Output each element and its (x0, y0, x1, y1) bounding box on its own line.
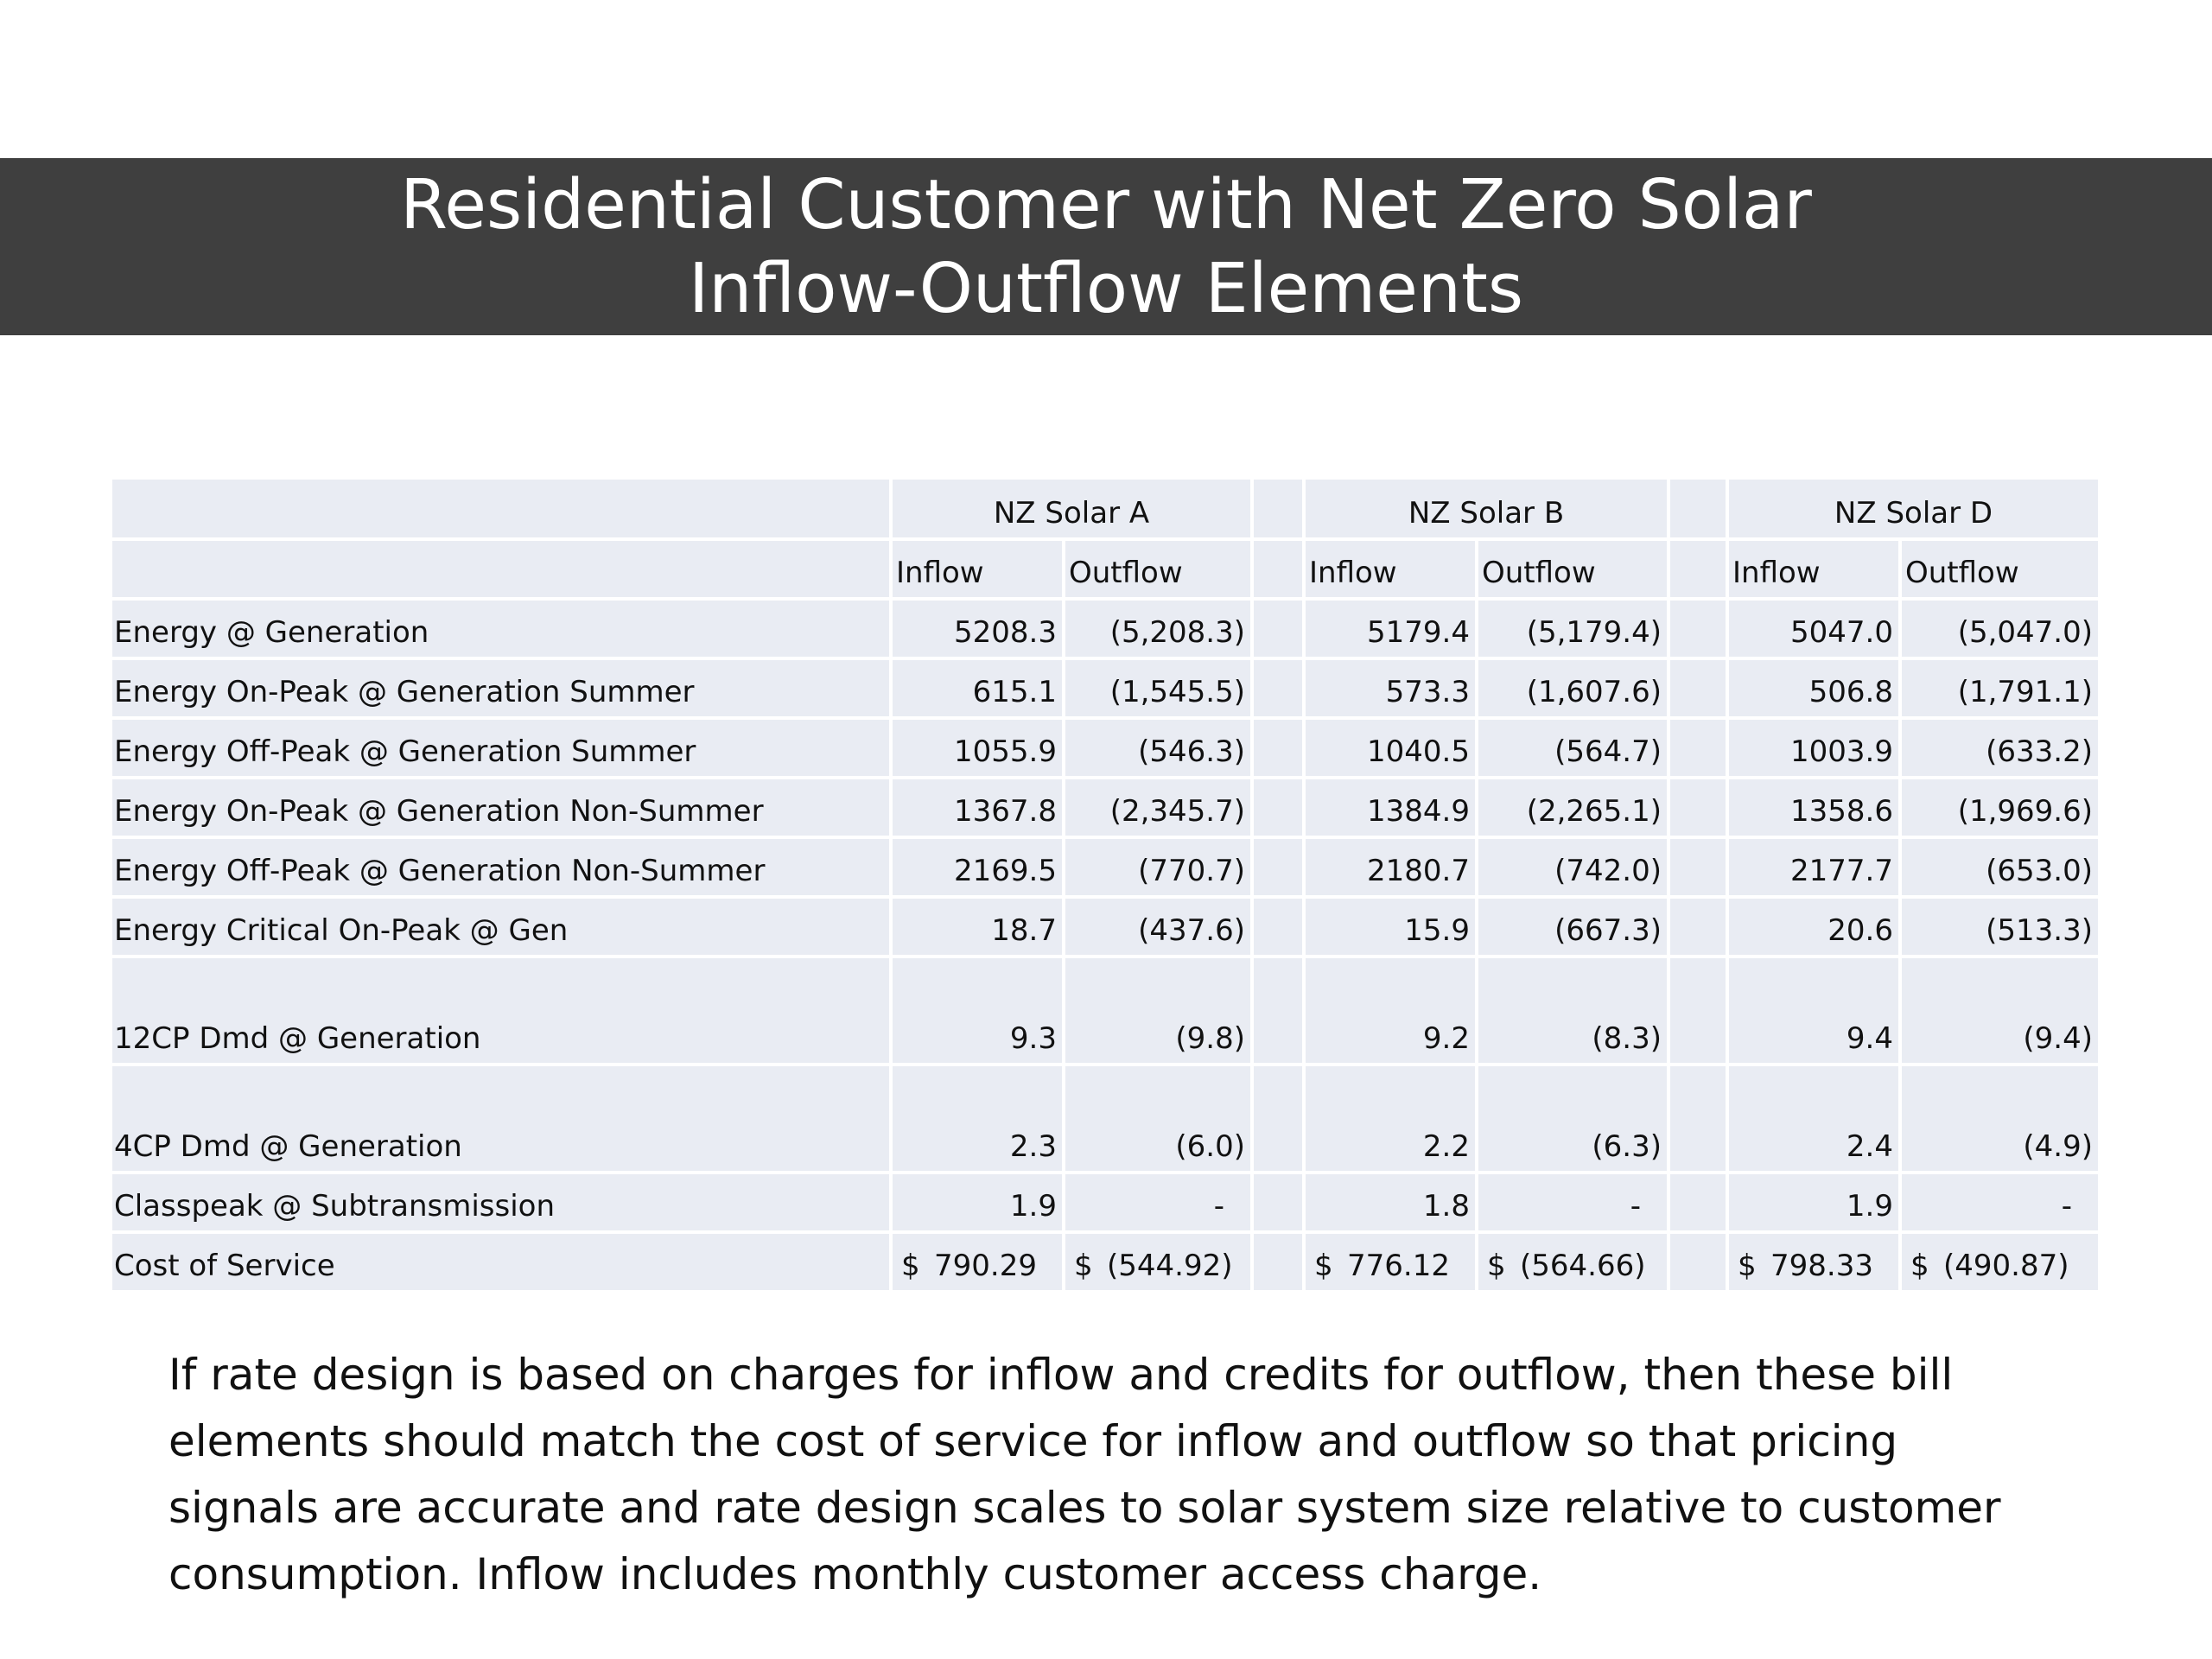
row-label: Energy Off-Peak @ Generation Non-Summer (112, 837, 891, 897)
spacer-cell (1669, 957, 1727, 1065)
table-row (112, 778, 2100, 837)
group-header-b: NZ Solar B (1304, 480, 1669, 539)
table-row (112, 897, 2100, 957)
outflow-header: Outflow (1064, 539, 1252, 599)
inflow-header: Inflow (1304, 539, 1477, 599)
spacer-cell (1669, 480, 1727, 539)
spacer-cell (1669, 897, 1727, 957)
b-outflow: (1,607.6) (1477, 658, 1669, 718)
cost-value: 798.33 (1770, 1249, 1873, 1283)
spacer-cell (1669, 1173, 1727, 1232)
table-row (112, 658, 2100, 718)
spacer-cell (1252, 1173, 1304, 1232)
cost-table (112, 480, 2100, 1294)
spacer-cell (1252, 718, 1304, 778)
currency-symbol: $ (1910, 1249, 1929, 1283)
a-outflow: (6.0) (1064, 1065, 1252, 1173)
d-inflow: 2.4 (1727, 1065, 1900, 1173)
b-inflow: 1384.9 (1304, 778, 1477, 837)
table-row (112, 1173, 2100, 1232)
spacer-cell (1252, 599, 1304, 658)
b-inflow: 15.9 (1304, 897, 1477, 957)
d-outflow: - (1900, 1173, 2100, 1232)
d-inflow: 1358.6 (1727, 778, 1900, 837)
a-outflow: - (1064, 1173, 1252, 1232)
b-outflow: - (1477, 1173, 1669, 1232)
b-outflow: (667.3) (1477, 897, 1669, 957)
group-header-a: NZ Solar A (891, 480, 1252, 539)
a-inflow-cost (891, 1232, 1064, 1292)
spacer-cell (1669, 599, 1727, 658)
group-header-d: NZ Solar D (1727, 480, 2100, 539)
currency-symbol: $ (901, 1249, 920, 1283)
b-outflow: (564.7) (1477, 718, 1669, 778)
spacer-cell (1252, 1232, 1304, 1292)
a-inflow: 18.7 (891, 897, 1064, 957)
row-label: Classpeak @ Subtransmission (112, 1173, 891, 1232)
outflow-header: Outflow (1900, 539, 2100, 599)
spacer-cell (1252, 1065, 1304, 1173)
row-label: Energy Critical On-Peak @ Gen (112, 897, 891, 957)
b-outflow: (742.0) (1477, 837, 1669, 897)
d-outflow: (633.2) (1900, 718, 2100, 778)
a-outflow: (546.3) (1064, 718, 1252, 778)
spacer-cell (1252, 480, 1304, 539)
b-inflow: 2.2 (1304, 1065, 1477, 1173)
a-inflow: 5208.3 (891, 599, 1064, 658)
currency-symbol: $ (1074, 1249, 1093, 1283)
spacer-cell (1252, 837, 1304, 897)
d-outflow: (4.9) (1900, 1065, 2100, 1173)
slide-title-line-1: Residential Customer with Net Zero Solar (400, 164, 1812, 245)
cost-value: (490.87) (1943, 1249, 2069, 1283)
a-outflow: (2,345.7) (1064, 778, 1252, 837)
d-outflow: (1,969.6) (1900, 778, 2100, 837)
d-outflow: (513.3) (1900, 897, 2100, 957)
b-outflow: (6.3) (1477, 1065, 1669, 1173)
cost-value: 776.12 (1347, 1249, 1450, 1283)
a-inflow: 1.9 (891, 1173, 1064, 1232)
a-inflow: 9.3 (891, 957, 1064, 1065)
spacer-cell (1669, 1065, 1727, 1173)
cost-value: (564.66) (1520, 1249, 1646, 1283)
table-row (112, 1065, 2100, 1173)
empty-cell (112, 539, 891, 599)
spacer-cell (1252, 897, 1304, 957)
inflow-header: Inflow (891, 539, 1064, 599)
b-inflow: 1.8 (1304, 1173, 1477, 1232)
table-row (112, 837, 2100, 897)
d-inflow: 506.8 (1727, 658, 1900, 718)
d-inflow-cost (1727, 1232, 1900, 1292)
b-outflow: (5,179.4) (1477, 599, 1669, 658)
spacer-cell (1669, 837, 1727, 897)
cost-value: 790.29 (934, 1249, 1037, 1283)
d-inflow: 1003.9 (1727, 718, 1900, 778)
a-outflow: (9.8) (1064, 957, 1252, 1065)
b-inflow: 9.2 (1304, 957, 1477, 1065)
a-inflow: 1367.8 (891, 778, 1064, 837)
table-row-cost-of-service (112, 1232, 2100, 1292)
spacer-cell (1669, 718, 1727, 778)
d-inflow: 2177.7 (1727, 837, 1900, 897)
b-inflow: 2180.7 (1304, 837, 1477, 897)
spacer-cell (1252, 539, 1304, 599)
a-inflow: 2169.5 (891, 837, 1064, 897)
a-outflow: (437.6) (1064, 897, 1252, 957)
b-inflow: 573.3 (1304, 658, 1477, 718)
d-inflow: 9.4 (1727, 957, 1900, 1065)
spacer-cell (1252, 778, 1304, 837)
b-outflow: (8.3) (1477, 957, 1669, 1065)
row-label: Energy Off-Peak @ Generation Summer (112, 718, 891, 778)
subheader-row (112, 539, 2100, 599)
a-outflow: (1,545.5) (1064, 658, 1252, 718)
spacer-cell (1669, 1232, 1727, 1292)
d-inflow: 1.9 (1727, 1173, 1900, 1232)
a-inflow: 1055.9 (891, 718, 1064, 778)
outflow-header: Outflow (1477, 539, 1669, 599)
inflow-outflow-table (112, 480, 2101, 1294)
a-outflow: (5,208.3) (1064, 599, 1252, 658)
spacer-cell (1252, 658, 1304, 718)
cost-value: (544.92) (1107, 1249, 1233, 1283)
spacer-cell (1669, 658, 1727, 718)
a-inflow: 615.1 (891, 658, 1064, 718)
d-outflow: (5,047.0) (1900, 599, 2100, 658)
row-label: 12CP Dmd @ Generation (112, 957, 891, 1065)
a-inflow: 2.3 (891, 1065, 1064, 1173)
currency-symbol: $ (1738, 1249, 1757, 1283)
row-label: Cost of Service (112, 1232, 891, 1292)
b-outflow: (2,265.1) (1477, 778, 1669, 837)
b-outflow-cost (1477, 1232, 1669, 1292)
group-header-row (112, 480, 2100, 539)
empty-cell (112, 480, 891, 539)
title-banner (0, 158, 2212, 335)
row-label: Energy On-Peak @ Generation Summer (112, 658, 891, 718)
spacer-cell (1669, 539, 1727, 599)
row-label: 4CP Dmd @ Generation (112, 1065, 891, 1173)
a-outflow-cost (1064, 1232, 1252, 1292)
row-label: Energy On-Peak @ Generation Non-Summer (112, 778, 891, 837)
d-outflow: (9.4) (1900, 957, 2100, 1065)
spacer-cell (1669, 778, 1727, 837)
d-outflow-cost (1900, 1232, 2100, 1292)
b-inflow-cost (1304, 1232, 1477, 1292)
inflow-header: Inflow (1727, 539, 1900, 599)
explanatory-note: If rate design is based on charges for inflow and credits for outflow, then these bill elements should match the cost of service for inflow and outflow so that pricing signals are accurate and rate design scales to solar system size relative to customer consumption. Inflow includes monthly customer access charge. (168, 1350, 2001, 1599)
table-row (112, 718, 2100, 778)
table-row (112, 957, 2100, 1065)
slide-title-line-2: Inflow-Outflow Elements (688, 248, 1524, 328)
b-inflow: 5179.4 (1304, 599, 1477, 658)
row-label: Energy @ Generation (112, 599, 891, 658)
d-outflow: (653.0) (1900, 837, 2100, 897)
d-inflow: 5047.0 (1727, 599, 1900, 658)
b-inflow: 1040.5 (1304, 718, 1477, 778)
a-outflow: (770.7) (1064, 837, 1252, 897)
table-row (112, 599, 2100, 658)
d-outflow: (1,791.1) (1900, 658, 2100, 718)
currency-symbol: $ (1487, 1249, 1506, 1283)
d-inflow: 20.6 (1727, 897, 1900, 957)
currency-symbol: $ (1314, 1249, 1333, 1283)
spacer-cell (1252, 957, 1304, 1065)
